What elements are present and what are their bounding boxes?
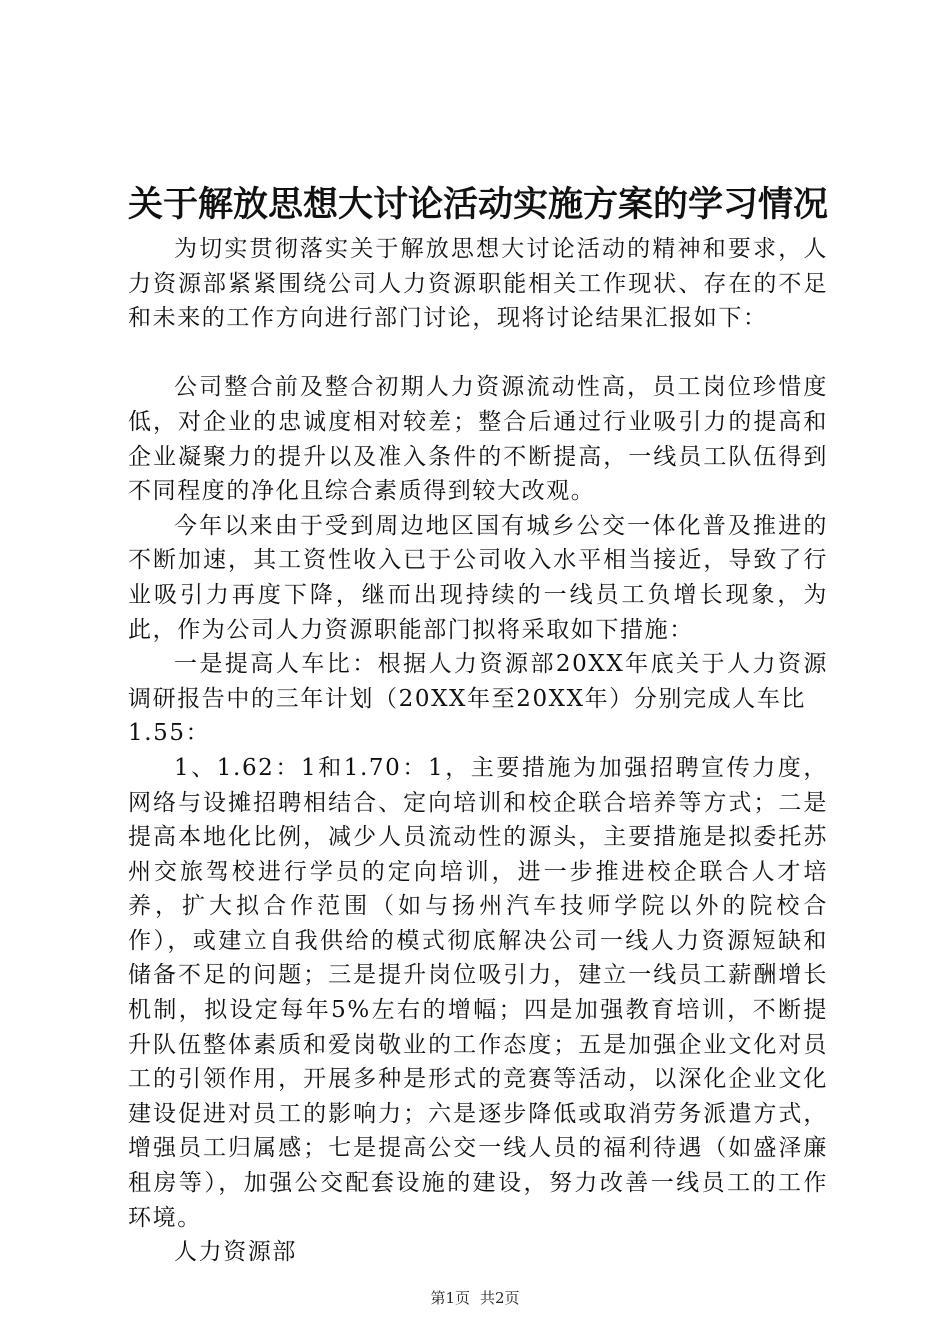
intro-paragraph: 为切实贯彻落实关于解放思想大讨论活动的精神和要求，人力资源部紧紧围绕公司人力资源职能相关工作现状、存在的不足和未来的工作方向进行部门讨论，现将讨论结果汇报如下：: [128, 236, 828, 332]
paragraph-this-year: 今年以来由于受到周边地区国有城乡公交一体化普及推进的不断加速，其工资性收入已于公司收入水平相当接近，导致了行业吸引力再度下降，继而出现持续的一线员工负增长现象，为此，作为公司人力资源职能部门拟将采取如下措施：: [128, 512, 828, 643]
page-number-current: 第1页: [430, 1289, 470, 1307]
page-number-total: 共2页: [480, 1289, 520, 1307]
paragraph-measure-one: 一是提高人车比：根据人力资源部20XX年底关于人力资源调研报告中的三年计划（20XX年至20XX年）分别完成人车比: [128, 651, 828, 712]
paragraph-ratio: 1.55：: [128, 720, 211, 747]
paragraph-measures-detail: 1、1.62：1和1.70：1，主要措施为加强招聘宣传力度，网络与设摊招聘相结合、定向培训和校企联合培养等方式；二是提高本地化比例，减少人员流动性的源头，主要措施是拟委托苏州交旅驾校进行学员的定向培训，进一步推进校企联合人才培养，扩大拟合作范围（如与扬州汽车技师学院以外的院校合作），或建立自我供给的模式彻底解决公司一线人力资源短缺和储备不足的问题；三是提升岗位吸引力，建立一线员工薪酬增长机制，拟设定每年5%左右的增幅；四是加强教育培训，不断提升队伍整体素质和爱岗敬业的工作态度；五是加强企业文化对员工的引领作用，开展多种是形式的竞赛等活动，以深化企业文化建设促进对员工的影响力；六是逐步降低或取消劳务派遣方式，增强员工归属感；七是提高公交一线人员的福利待遇（如盛泽廉租房等），加强公交配套设施的建设，努力改善一线员工的工作环境。: [128, 754, 828, 1231]
signature-department: 人力资源部: [174, 1239, 297, 1266]
paragraph-before-integration: 公司整合前及整合初期人力资源流动性高，员工岗位珍惜度低，对企业的忠诚度相对较差；整合后通过行业吸引力的提高和企业凝聚力的提升以及准入条件的不断提高，一线员工队伍得到不同程度的净化且综合素质得到较大改观。: [128, 374, 828, 505]
page-footer: [0, 1288, 950, 1308]
document-title: 关于解放思想大讨论活动实施方案的学习情况: [128, 185, 829, 225]
document-body: [128, 232, 828, 1270]
